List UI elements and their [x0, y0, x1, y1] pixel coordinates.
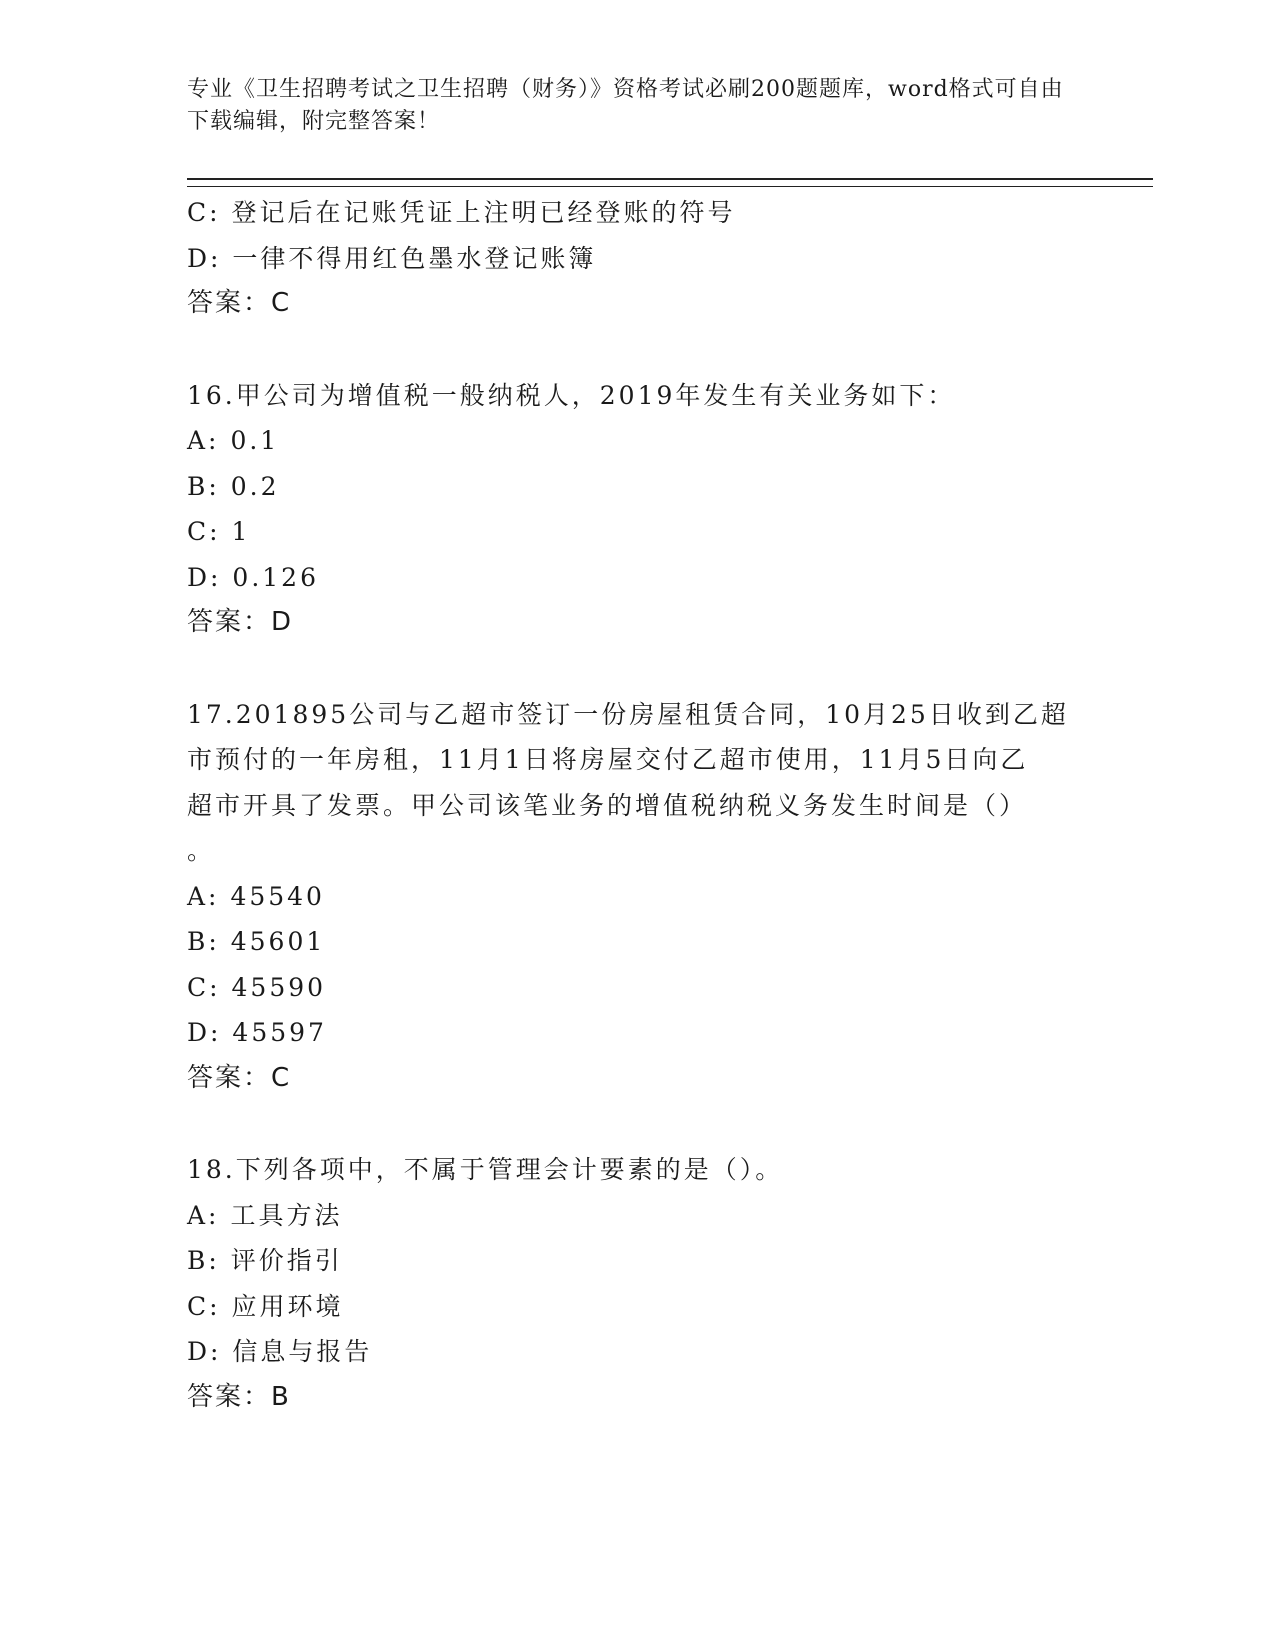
answer-line: 答案：C — [187, 1062, 292, 1093]
answer-line: 答案：D — [187, 607, 294, 637]
answer-line: 答案：B — [187, 1381, 291, 1412]
option-a: A: 工具方法 — [187, 1200, 343, 1230]
option-b: B: 评价指引 — [187, 1246, 343, 1275]
question-stem: 16.甲公司为增值税一般纳税人，2019年发生有关业务如下： — [187, 380, 956, 410]
question-stem-line: 17.201895公司与乙超市签订一份房屋租赁合同，10月25日收到乙超 — [187, 699, 1069, 729]
option-c: C: 应用环境 — [187, 1291, 344, 1321]
question-stem-line: 超市开具了发票。甲公司该笔业务的增值税纳税义务发生时间是（） — [187, 790, 1028, 820]
option-a: A: 0.1 — [187, 426, 280, 455]
header-divider — [187, 178, 1153, 187]
question-stem-line: 。 — [187, 836, 213, 865]
option-d: D: 一律不得用红色墨水登记账簿 — [187, 243, 597, 273]
option-b: B: 0.2 — [187, 471, 280, 501]
question-stem: 18.下列各项中，不属于管理会计要素的是（）。 — [187, 1155, 784, 1184]
question-stem-line: 市预付的一年房租，11月1日将房屋交付乙超市使用，11月5日向乙 — [187, 745, 1029, 774]
option-d: D: 0.126 — [187, 562, 319, 592]
option-b: B: 45601 — [187, 927, 326, 956]
option-c: C: 1 — [187, 517, 251, 546]
answer-line: 答案：C — [187, 288, 292, 318]
option-d: D: 信息与报告 — [187, 1337, 373, 1366]
option-a: A: 45540 — [187, 881, 325, 911]
option-c: C: 登记后在记账凭证上注明已经登账的符号 — [187, 198, 736, 227]
document-header: 专业《卫生招聘考试之卫生招聘（财务）》资格考试必刷200题题库，word格式可自由下载编辑，附完整答案！ — [187, 77, 1064, 134]
option-d: D: 45597 — [187, 1018, 327, 1047]
option-c: C: 45590 — [187, 972, 327, 1002]
question-body — [187, 190, 1087, 1420]
